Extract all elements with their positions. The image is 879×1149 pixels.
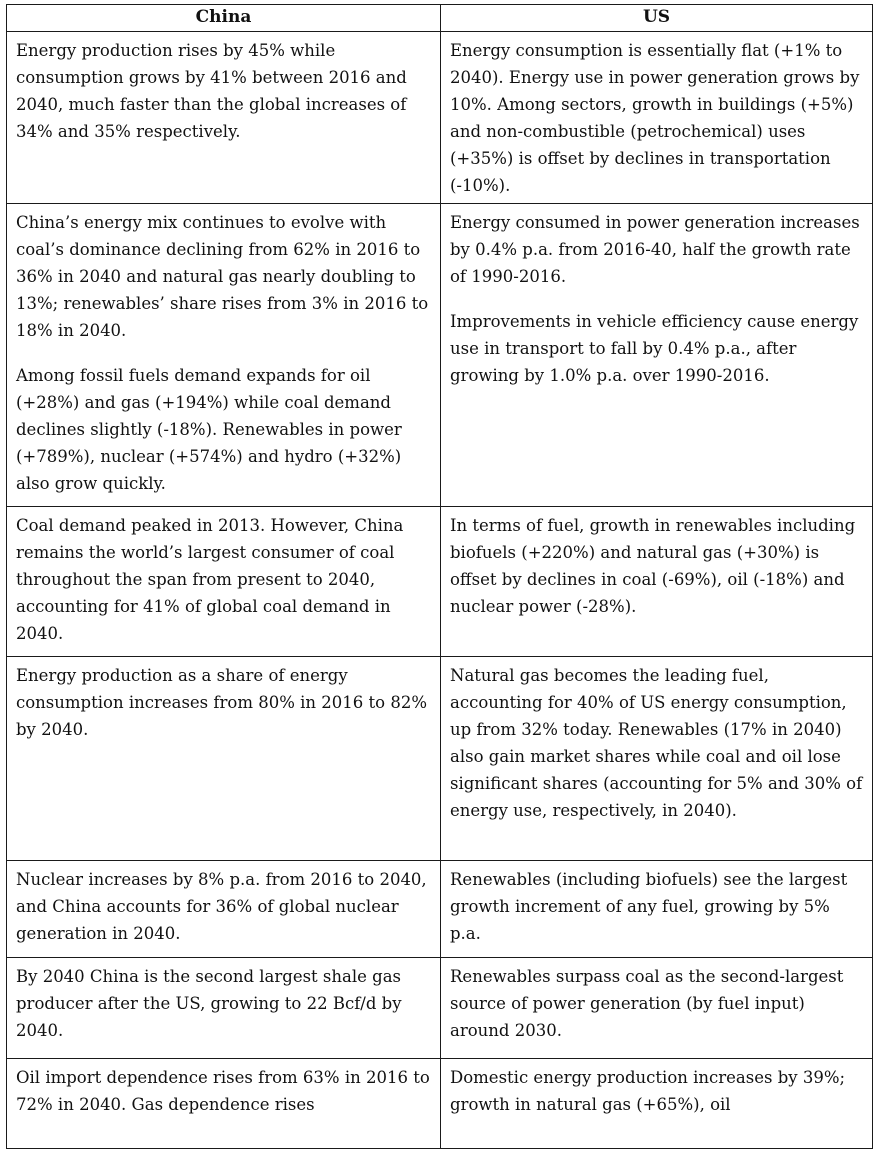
- china-cell: [7, 657, 441, 861]
- cell-paragraph: Energy production as a share of energy consumption increases from 80% in 2016 to 82% by 2040.: [16, 666, 428, 739]
- china-cell: [7, 507, 441, 657]
- cell-paragraph: Energy production rises by 45% while consumption grows by 41% between 2016 and 2040, much faster than the global increases of 34% and 35% respectively.: [16, 41, 407, 141]
- cell-paragraph: Renewables surpass coal as the second-largest source of power generation (by fuel input) around 2030.: [450, 967, 844, 1040]
- us-cell: [441, 32, 873, 204]
- table-row: [7, 861, 873, 958]
- cell-paragraph: Energy consumption is essentially flat (+1% to 2040). Energy use in power generation grows by 10%. Among sectors, growth in buildings (+5%) and non-combustible (petrochemical) uses (+35%) is offset by declines in transportation (-10%).: [450, 41, 860, 195]
- us-cell: [441, 204, 873, 507]
- cell-paragraph: Nuclear increases by 8% p.a. from 2016 to 2040, and China accounts for 36% of global nuclear generation in 2040.: [16, 870, 427, 943]
- china-cell: [7, 958, 441, 1059]
- us-cell: [441, 507, 873, 657]
- cell-paragraph: Improvements in vehicle efficiency cause energy use in transport to fall by 0.4% p.a., after growing by 1.0% p.a. over 1990-2016.: [450, 312, 859, 385]
- table-row: [7, 204, 873, 507]
- cell-paragraph: China’s energy mix continues to evolve with coal’s dominance declining from 62% in 2016 to 36% in 2040 and natural gas nearly doubling to 13%; renewables’ share rises from 3% in 2016 to 18% in 2040.: [16, 213, 429, 340]
- cell-paragraph: By 2040 China is the second largest shale gas producer after the US, growing to 22 Bcf/d by 2040.: [16, 967, 402, 1040]
- table-row: [7, 507, 873, 657]
- cell-paragraph: Coal demand peaked in 2013. However, China remains the world’s largest consumer of coal throughout the span from present to 2040, accounting for 41% of global coal demand in 2040.: [16, 516, 404, 643]
- column-header-us: US: [441, 5, 873, 32]
- comparison-table: [6, 4, 873, 1149]
- table-row: [7, 32, 873, 204]
- column-header-china: China: [7, 5, 441, 32]
- china-cell: [7, 32, 441, 204]
- cell-paragraph: Energy consumed in power generation increases by 0.4% p.a. from 2016-40, half the growth rate of 1990-2016.: [450, 213, 860, 286]
- cell-paragraph: Oil import dependence rises from 63% in 2016 to 72% in 2040. Gas dependence rises: [16, 1068, 430, 1114]
- us-cell: [441, 657, 873, 861]
- cell-paragraph: Among fossil fuels demand expands for oil (+28%) and gas (+194%) while coal demand declines slightly (-18%). Renewables in power (+789%), nuclear (+574%) and hydro (+32%) also grow quickly.: [16, 366, 402, 493]
- cell-paragraph: Domestic energy production increases by 39%; growth in natural gas (+65%), oil: [450, 1068, 846, 1114]
- table-row: [7, 657, 873, 861]
- cell-paragraph: Renewables (including biofuels) see the largest growth increment of any fuel, growing by 5% p.a.: [450, 870, 848, 943]
- cell-paragraph: In terms of fuel, growth in renewables including biofuels (+220%) and natural gas (+30%) is offset by declines in coal (-69%), oil (-18%) and nuclear power (-28%).: [450, 516, 856, 616]
- table-row: [7, 958, 873, 1059]
- china-cell: [7, 861, 441, 958]
- us-cell: [441, 958, 873, 1059]
- us-cell: [441, 861, 873, 958]
- cell-paragraph: Natural gas becomes the leading fuel, accounting for 40% of US energy consumption, up from 32% today. Renewables (17% in 2040) also gain market shares while coal and oil lose significant shares (accounting for 5% and 30% of energy use, respectively, in 2040).: [450, 666, 863, 820]
- us-cell: [441, 1059, 873, 1149]
- china-cell: [7, 204, 441, 507]
- table-row: [7, 1059, 873, 1149]
- document-page: [6, 4, 872, 1149]
- china-cell: [7, 1059, 441, 1149]
- header-row: [7, 5, 873, 32]
